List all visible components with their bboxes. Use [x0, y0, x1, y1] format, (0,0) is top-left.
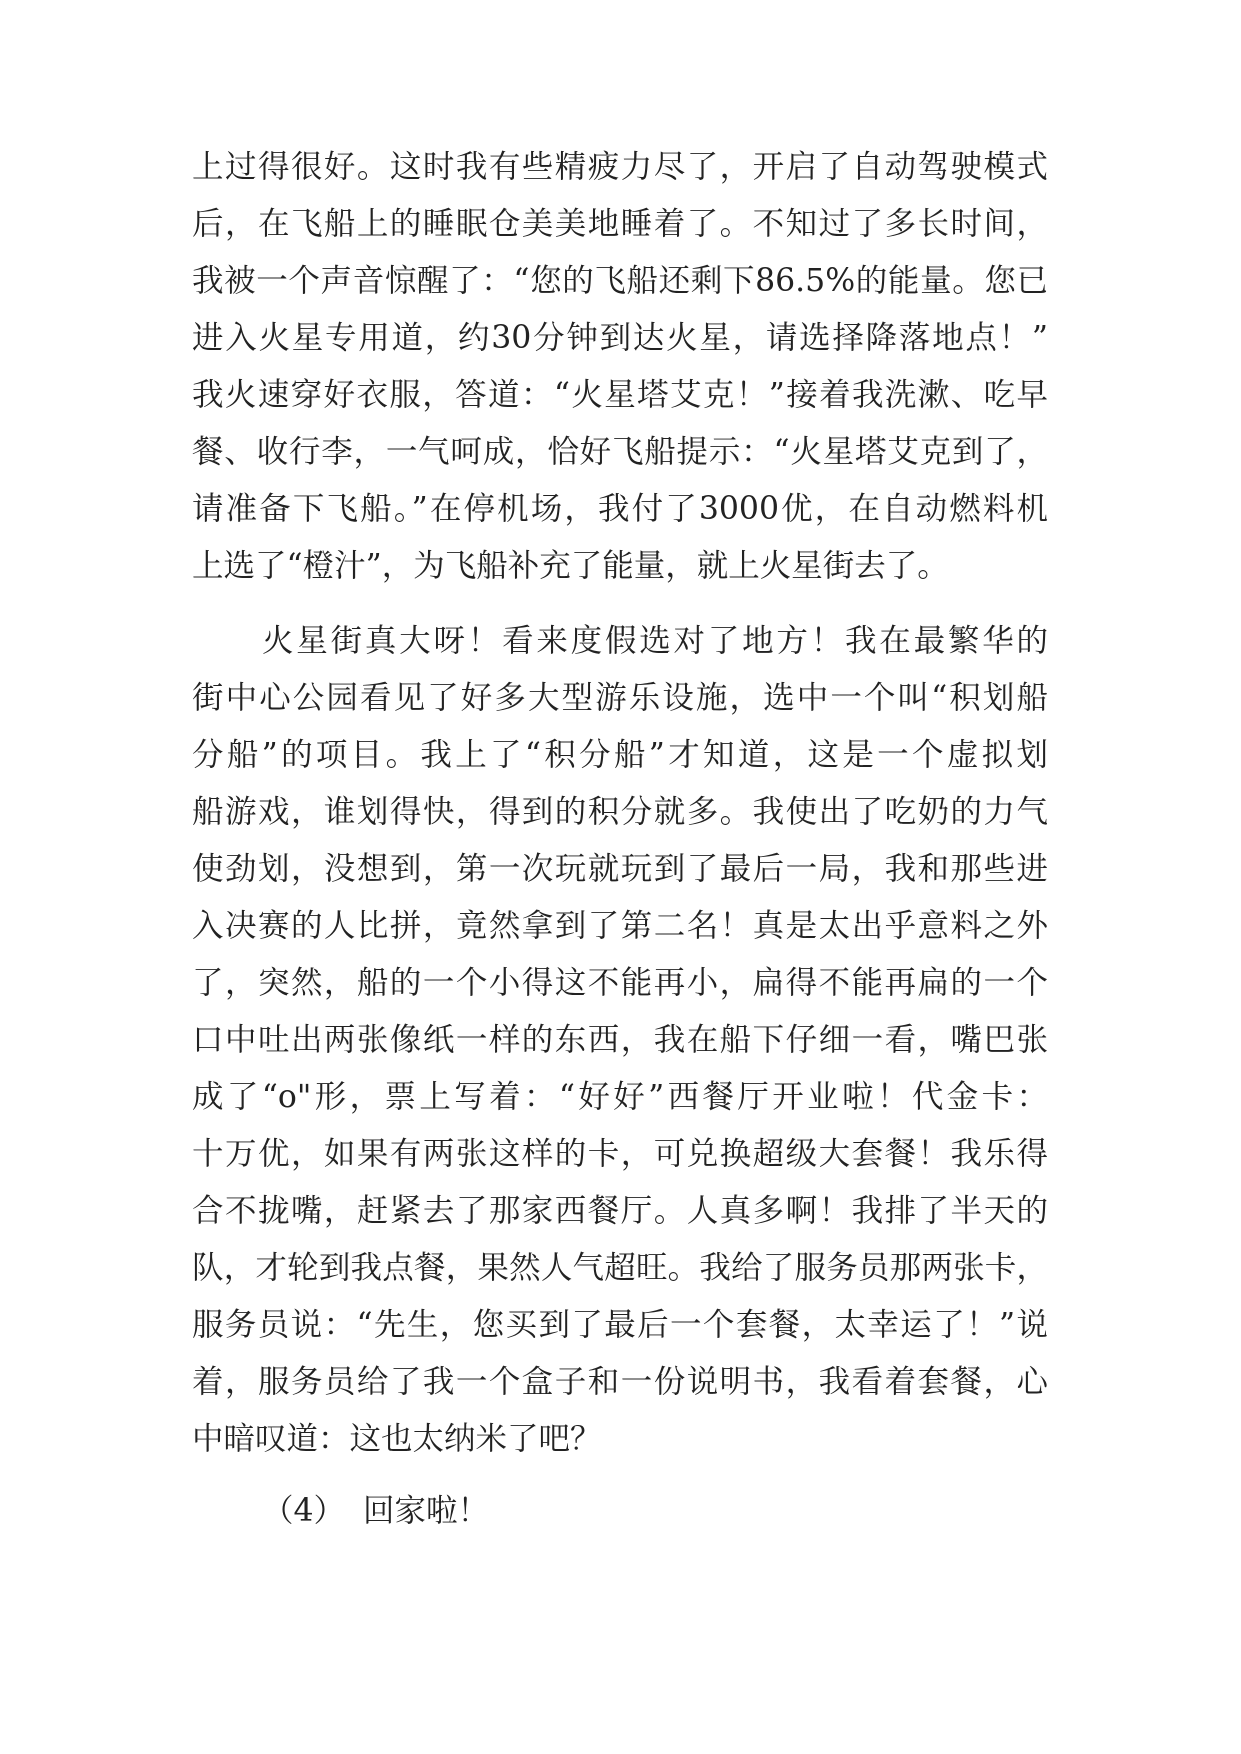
paragraph-line: 入决赛的人比拼，竟然拿到了第二名！真是太出乎意料之外: [192, 908, 1048, 944]
paragraph-line: 上过得很好。这时我有些精疲力尽了，开启了自动驾驶模式: [192, 149, 1048, 185]
paragraph-line: 餐、收行李，一气呵成，恰好飞船提示：“火星塔艾克到了，: [192, 434, 1048, 470]
paragraph-line: 街中心公园看见了好多大型游乐设施，选中一个叫“积划船: [192, 680, 1048, 716]
paragraph-line: 我火速穿好衣服，答道：“火星塔艾克！”接着我洗漱、吃早: [192, 377, 1048, 413]
paragraph-line: 后，在飞船上的睡眠仓美美地睡着了。不知过了多长时间，: [192, 206, 1048, 242]
paragraph-line: 使劲划，没想到，第一次玩就玩到了最后一局，我和那些进: [192, 851, 1048, 887]
paragraph-line: 服务员说：“先生，您买到了最后一个套餐，太幸运了！”说: [192, 1307, 1048, 1343]
paragraph-line: 着，服务员给了我一个盒子和一份说明书，我看着套餐，心: [192, 1364, 1048, 1400]
paragraph-line: 了，突然，船的一个小得这不能再小，扁得不能再扁的一个: [192, 965, 1048, 1001]
paragraph-line: 合不拢嘴，赶紧去了那家西餐厅。人真多啊！我排了半天的: [192, 1193, 1048, 1229]
section-number: （4）: [262, 1493, 346, 1529]
paragraph-line: 我被一个声音惊醒了：“您的飞船还剩下86.5%的能量。您已: [192, 263, 1048, 299]
paragraph-line: 上选了“橙汁”，为飞船补充了能量，就上火星街去了。: [192, 548, 949, 584]
paragraph-first-line: 火星街真大呀！看来度假选对了地方！我在最繁华的: [262, 623, 1048, 659]
paragraph-line: 进入火星专用道，约30分钟到达火星，请选择降落地点！”: [192, 320, 1048, 356]
paragraph-line: 中暗叹道：这也太纳米了吧？: [192, 1421, 602, 1457]
paragraph-line: 成了“o"形，票上写着：“好好”西餐厅开业啦！代金卡：: [192, 1079, 1048, 1115]
section-heading: [262, 1482, 489, 1540]
paragraph-line: 船游戏，谁划得快，得到的积分就多。我使出了吃奶的力气: [192, 794, 1048, 830]
paragraph-line: 口中吐出两张像纸一样的东西，我在船下仔细一看，嘴巴张: [192, 1022, 1048, 1058]
paragraph-line: 十万优，如果有两张这样的卡，可兑换超级大套餐！我乐得: [192, 1136, 1048, 1172]
section-title: 回家啦！: [363, 1493, 490, 1529]
paragraph-line: 队，才轮到我点餐，果然人气超旺。我给了服务员那两张卡，: [192, 1250, 1048, 1286]
paragraph-line: 分船”的项目。我上了“积分船”才知道，这是一个虚拟划: [192, 737, 1048, 773]
paragraph-line: 请准备下飞船。”在停机场，我付了3000优，在自动燃料机: [192, 491, 1048, 527]
